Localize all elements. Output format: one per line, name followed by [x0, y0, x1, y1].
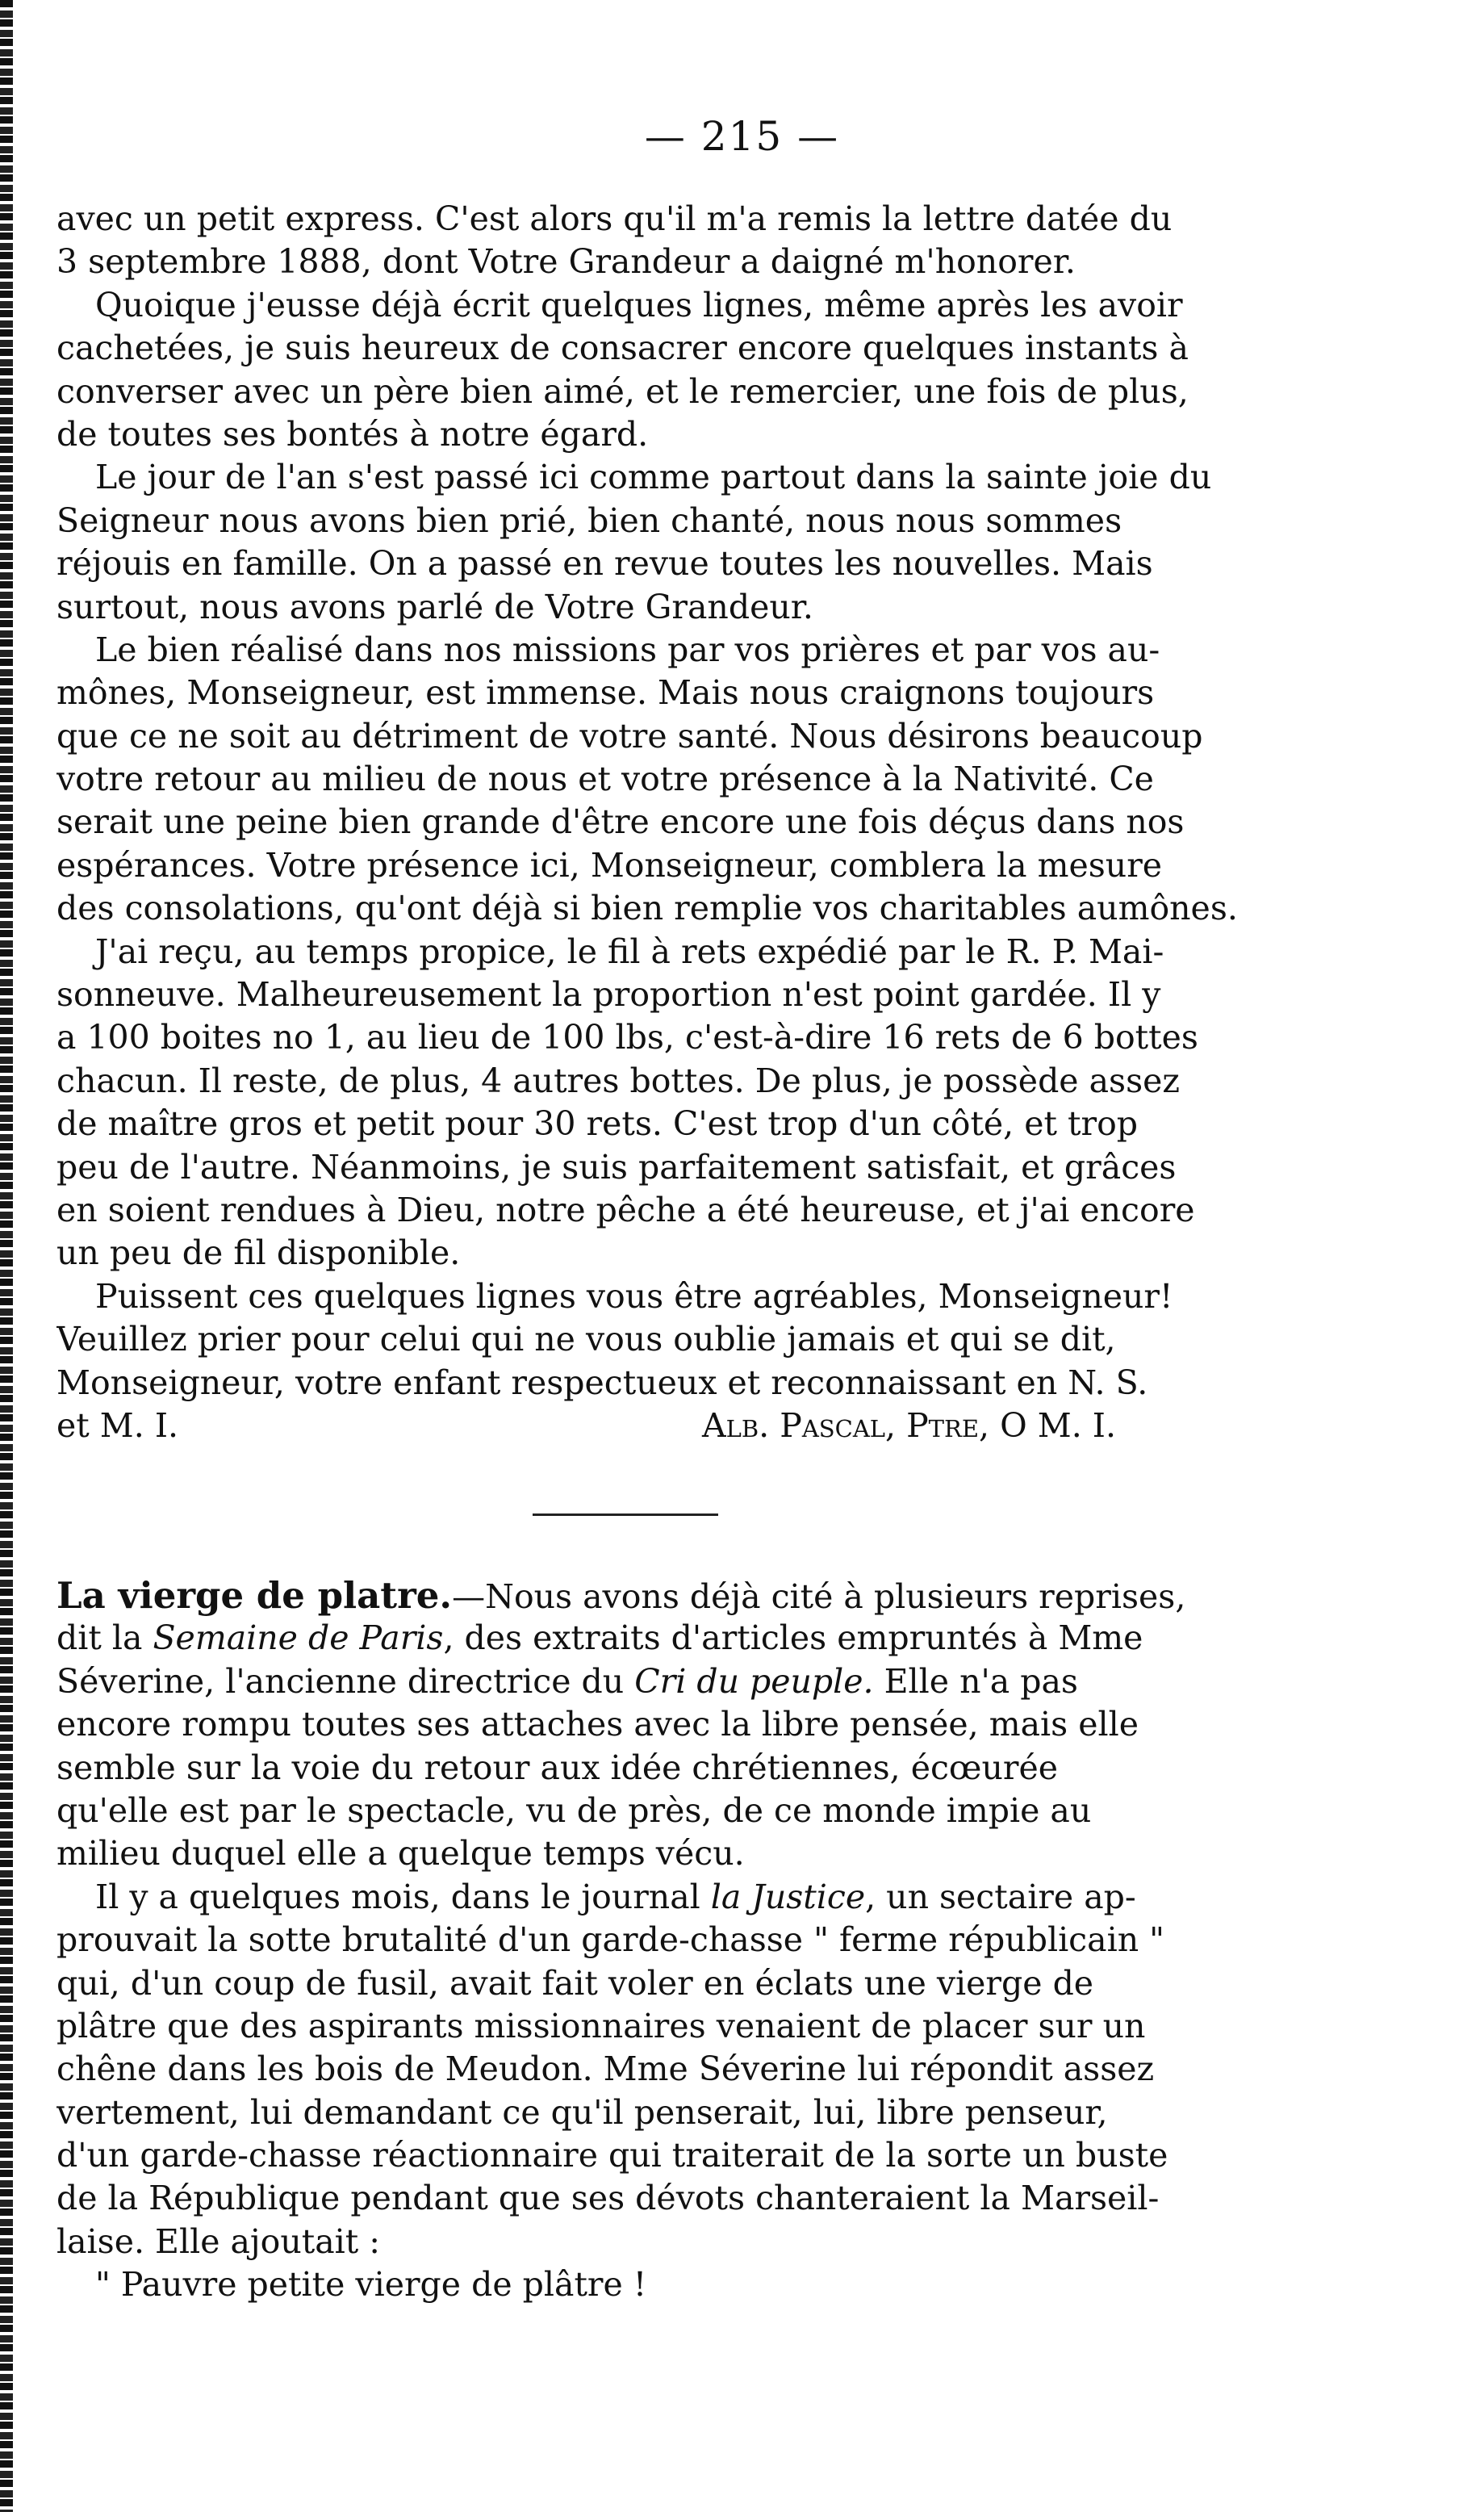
article-text: , un sectaire ap- — [865, 1877, 1136, 1916]
letter-line: mônes, Monseigneur, est immense. Mais nous craignons toujours — [56, 673, 1155, 713]
letter-line: cachetées, je suis heureux de consacrer encore quelques instants à — [56, 329, 1189, 368]
article-line — [56, 1660, 1331, 1703]
article-title: La vierge de platre. — [56, 1574, 453, 1617]
article-line: chêne dans les bois de Meudon. Mme Séverine lui répondit assez — [56, 2049, 1155, 2089]
article-line: laise. Elle ajoutait : — [56, 2221, 381, 2261]
article-line: " Pauvre petite vierge de plâtre ! — [95, 2265, 647, 2305]
article-line: milieu duquel elle a quelque temps vécu. — [56, 1834, 745, 1874]
article-line: prouvait la sotte brutalité d'un garde-chasse " ferme républicain " — [56, 1920, 1164, 1960]
letter-signature-line — [56, 1405, 1331, 1447]
section-divider — [533, 1513, 718, 1516]
letter-line: de maître gros et petit pour 30 rets. C'est trop d'un côté, et trop — [56, 1104, 1139, 1144]
letter-line: de toutes ses bontés à notre égard. — [56, 414, 649, 454]
article-line: vertement, lui demandant ce qu'il penserait, lui, libre penseur, — [56, 2092, 1108, 2132]
cited-source: Cri du peuple. — [634, 1661, 874, 1701]
article-vierge-de-platre — [56, 1574, 1331, 2307]
letter-line: avec un petit express. C'est alors qu'il m'a remis la lettre datée du — [56, 199, 1173, 238]
article-text: —Nous avons déjà cité à plusieurs reprises, — [452, 1577, 1186, 1616]
letter-signature: Alb. Pascal, Ptre, O M. I. — [702, 1405, 1117, 1445]
article-text: Il y a quelques mois, dans le journal — [95, 1877, 711, 1916]
letter-line: surtout, nous avons parlé de Votre Grandeur. — [56, 587, 813, 626]
page-number: — 215 — — [644, 113, 840, 160]
article-text: Séverine, l'ancienne directrice du — [56, 1661, 635, 1701]
letter-line: sonneuve. Malheureusement la proportion n'est point gardée. Il y — [56, 975, 1161, 1015]
letter-line: que ce ne soit au détriment de votre santé. Nous désirons beaucoup — [56, 716, 1203, 756]
letter-line: a 100 boites no 1, au lieu de 100 lbs, c'est-à-dire 16 rets de 6 bottes — [56, 1018, 1198, 1057]
article-line — [56, 1876, 1331, 1919]
letter-line: peu de l'autre. Néanmoins, je suis parfaitement satisfait, et grâces — [56, 1147, 1177, 1187]
letter-text — [56, 198, 1331, 1447]
article-text: , des extraits d'articles empruntés à Mme — [443, 1618, 1143, 1658]
article-line: encore rompu toutes ses attaches avec la libre pensée, mais elle — [56, 1705, 1139, 1744]
letter-line: converser avec un père bien aimé, et le remercier, une fois de plus, — [56, 371, 1189, 411]
letter-line: Puissent ces quelques lignes vous être agréables, Monseigneur! — [95, 1276, 1173, 1316]
article-line: plâtre que des aspirants missionnaires venaient de placer sur un — [56, 2006, 1146, 2045]
article-line — [56, 1617, 1331, 1660]
letter-line: Veuillez prier pour celui qui ne vous oublie jamais et qui se dit, — [56, 1320, 1116, 1359]
letter-line: un peu de fil disponible. — [56, 1233, 461, 1273]
letter-lines — [56, 198, 1331, 1405]
article-text: Elle n'a pas — [873, 1661, 1078, 1701]
letter-line: 3 septembre 1888, dont Votre Grandeur a daigné m'honorer. — [56, 242, 1076, 282]
article-text: dit la — [56, 1618, 153, 1658]
article-line: semble sur la voie du retour aux idée chrétiennes, écœurée — [56, 1748, 1058, 1787]
cited-source: la Justice — [710, 1877, 866, 1916]
article-line: qui, d'un coup de fusil, avait fait voler en éclats une vierge de — [56, 1963, 1094, 2003]
article-line: de la République pendant que ses dévots chanteraient la Marseil- — [56, 2179, 1160, 2218]
letter-line: J'ai reçu, au temps propice, le fil à rets expédié par le R. P. Mai- — [95, 932, 1164, 971]
article-line: d'un garde-chasse réactionnaire qui traiterait de la sorte un buste — [56, 2136, 1168, 2175]
letter-line: chacun. Il reste, de plus, 4 autres bottes. De plus, je possède assez — [56, 1061, 1180, 1100]
letter-line: Quoique j'eusse déjà écrit quelques lignes, même après les avoir — [95, 285, 1183, 324]
letter-line: réjouis en famille. On a passé en revue toutes les nouvelles. Mais — [56, 544, 1153, 584]
letter-line: espérances. Votre présence ici, Monseigneur, comblera la mesure — [56, 845, 1163, 885]
scanned-page-edge — [0, 0, 13, 2512]
letter-line: en soient rendues à Dieu, notre pêche a été heureuse, et j'ai encore — [56, 1190, 1195, 1229]
letter-line: serait une peine bien grande d'être encore une fois déçus dans nos — [56, 802, 1185, 842]
letter-line: Seigneur nous avons bien prié, bien chanté, nous nous sommes — [56, 500, 1122, 540]
article-line: qu'elle est par le spectacle, vu de près, de ce monde impie au — [56, 1790, 1092, 1830]
letter-line: Monseigneur, votre enfant respectueux et reconnaissant en N. S. — [56, 1363, 1148, 1402]
cited-source: Semaine de Paris — [153, 1618, 444, 1658]
letter-line: Le bien réalisé dans nos missions par vos prières et par vos au- — [95, 630, 1160, 669]
article-line — [56, 1574, 1331, 1617]
letter-line: Le jour de l'an s'est passé ici comme partout dans la sainte joie du — [95, 458, 1212, 497]
letter-closing: et M. I. — [56, 1405, 179, 1445]
letter-line: des consolations, qu'ont déjà si bien remplie vos charitables aumônes. — [56, 889, 1238, 928]
letter-line: votre retour au milieu de nous et votre présence à la Nativité. Ce — [56, 760, 1154, 799]
